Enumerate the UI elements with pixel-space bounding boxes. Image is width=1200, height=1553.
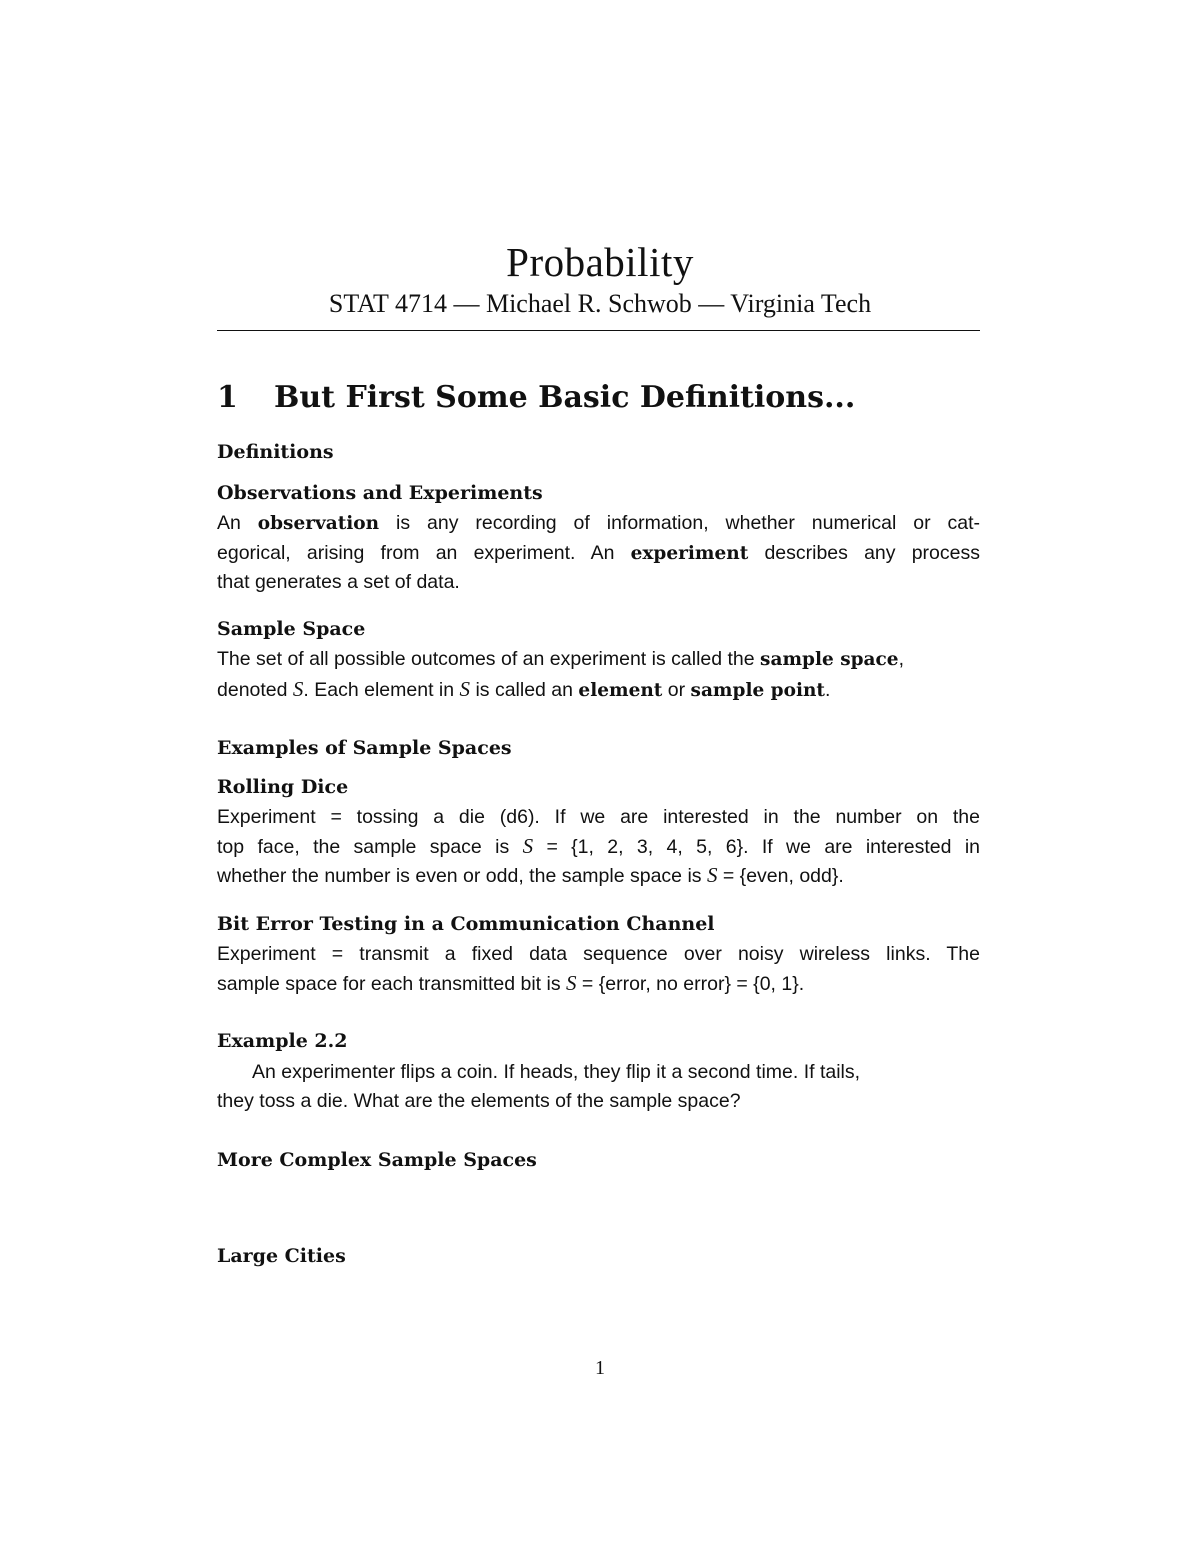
term-element: element xyxy=(578,679,663,701)
example-2-2-heading: Example 2.2 xyxy=(217,1030,348,1052)
title-divider xyxy=(217,330,980,331)
example-2-2-paragraph xyxy=(217,1058,980,1115)
sample-space-heading: Sample Space xyxy=(217,618,366,640)
term-sample-point: sample point xyxy=(690,679,825,701)
observations-heading: Observations and Experiments xyxy=(217,482,543,504)
observations-paragraph xyxy=(217,509,980,597)
paragraph-line: egorical, arising from an experiment. An experiment describes any process xyxy=(217,541,980,564)
term-sample-space: sample space xyxy=(760,649,899,670)
complex-sample-spaces-heading: More Complex Sample Spaces xyxy=(217,1149,537,1171)
paragraph-line: sample space for each transmitted bit is S = {error, no error} = {0, 1}. xyxy=(217,970,805,995)
paragraph-line: they toss a die. What are the elements of the sample space? xyxy=(217,1089,741,1112)
paragraph-line: whether the number is even or odd, the sample space is S = {even, odd}. xyxy=(217,863,844,887)
paragraph-line: An observation is any recording of information, whether numerical or cat- xyxy=(217,512,981,534)
paragraph-line: denoted S. Each element in S is called an element or sample point. xyxy=(217,676,831,701)
bit-error-paragraph xyxy=(217,940,980,998)
large-cities-heading: Large Cities xyxy=(217,1245,346,1267)
examples-heading: Examples of Sample Spaces xyxy=(217,737,512,759)
document-title: Probability xyxy=(506,239,694,285)
paragraph-line: An experimenter flips a coin. If heads, they flip it a second time. If tails, xyxy=(252,1061,861,1083)
paragraph-line: The set of all possible outcomes of an experiment is called the sample space, xyxy=(217,648,904,670)
sample-space-paragraph xyxy=(217,645,980,705)
section-number: 1 xyxy=(217,380,238,415)
term-experiment: experiment xyxy=(630,542,749,564)
section-heading xyxy=(217,380,855,415)
paragraph-line: that generates a set of data. xyxy=(217,571,460,593)
bit-error-heading: Bit Error Testing in a Communication Channel xyxy=(217,913,715,935)
definitions-heading: Definitions xyxy=(217,441,334,463)
paragraph-line: Experiment = transmit a fixed data sequence over noisy wireless links. The xyxy=(217,943,980,965)
document-subtitle: STAT 4714 — Michael R. Schwob — Virginia Tech xyxy=(328,289,872,318)
page-number: 1 xyxy=(595,1357,605,1379)
rolling-dice-paragraph xyxy=(217,803,980,891)
paragraph-line: Experiment = tossing a die (d6). If we are interested in the number on the xyxy=(217,806,980,828)
paragraph-line: top face, the sample space is S = {1, 2, 3, 4, 5, 6}. If we are interested in xyxy=(217,833,981,858)
term-observation: observation xyxy=(257,513,380,534)
rolling-dice-heading: Rolling Dice xyxy=(217,776,349,798)
section-title: But First Some Basic Definitions... xyxy=(274,380,856,415)
